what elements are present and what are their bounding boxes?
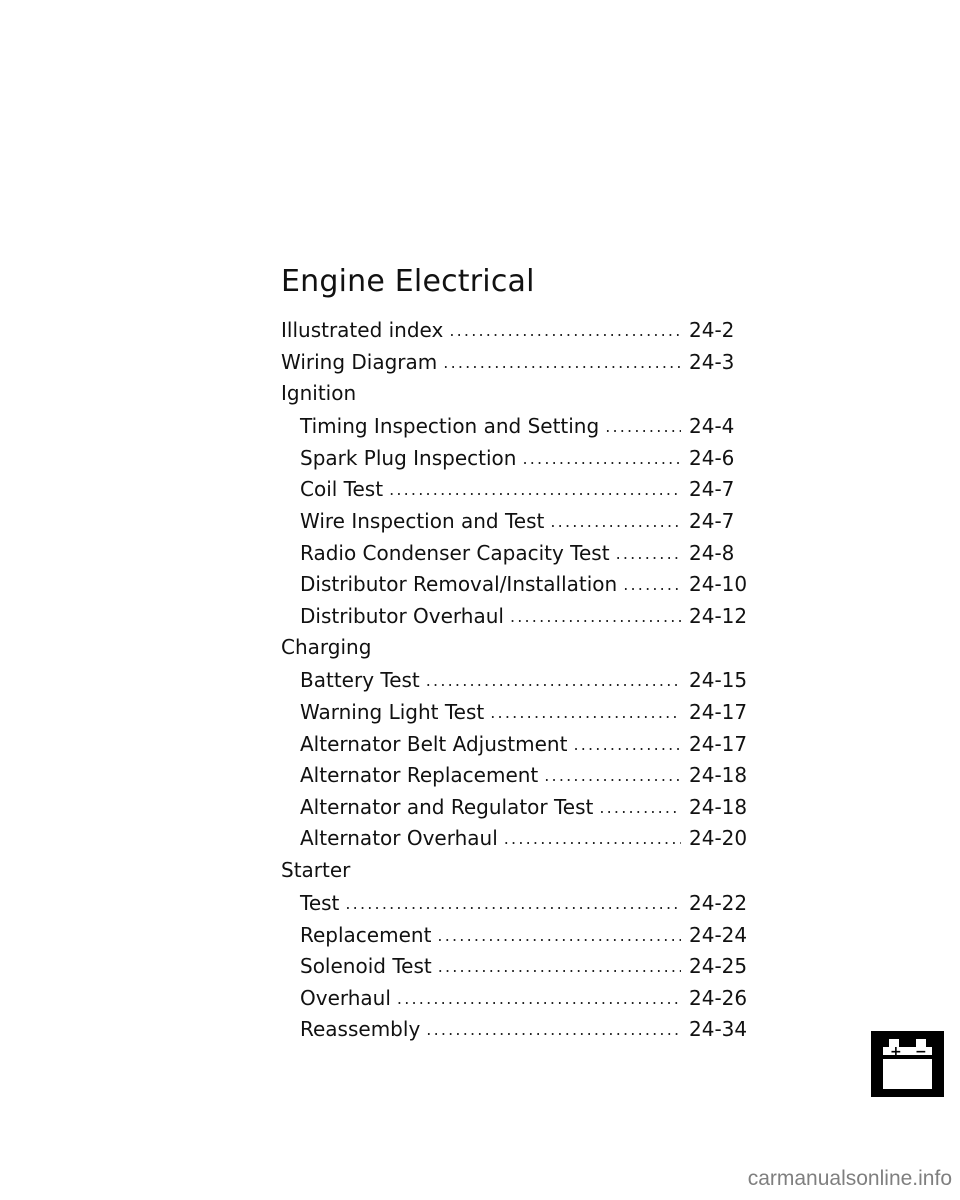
toc-entry-page: 24-17 — [689, 699, 748, 724]
toc-entry-page: 24-25 — [689, 954, 748, 979]
dot-leader — [443, 353, 681, 375]
toc-entry-page: 24-4 — [689, 414, 735, 439]
toc-entry-label: Test — [300, 890, 340, 915]
table-of-contents — [281, 318, 751, 1049]
toc-entry-page: 24-18 — [689, 794, 748, 819]
dot-leader — [438, 957, 681, 979]
toc-entry-page: 24-12 — [689, 603, 748, 628]
plus-symbol: + — [890, 1044, 902, 1060]
dot-leader — [550, 512, 681, 534]
toc-entry-label: Alternator Overhaul — [300, 826, 498, 851]
toc-entry[interactable] — [281, 414, 751, 446]
section-heading-charging: Charging — [281, 635, 372, 660]
watermark-footer: carmanualsonline.info — [747, 1167, 952, 1190]
dot-leader — [389, 480, 681, 502]
toc-entry-page: 24-34 — [689, 1017, 748, 1042]
toc-entry-label: Spark Plug Inspection — [300, 445, 517, 470]
dot-leader — [437, 926, 681, 948]
toc-entry-label: Alternator Replacement — [300, 763, 539, 788]
toc-entry[interactable] — [281, 572, 751, 604]
toc-entry-page: 24-7 — [689, 477, 735, 502]
toc-entry-page: 24-26 — [689, 985, 748, 1010]
toc-entry-label: Distributor Removal/Installation — [300, 572, 618, 597]
toc-entry-page: 24-2 — [689, 318, 735, 342]
toc-entry-page: 24-6 — [689, 445, 735, 470]
toc-entry-label: Alternator and Regulator Test — [300, 794, 594, 819]
toc-entry[interactable] — [281, 986, 751, 1018]
toc-entry[interactable] — [281, 350, 751, 382]
toc-entry-label: Radio Condenser Capacity Test — [300, 540, 610, 565]
toc-entry[interactable] — [281, 891, 751, 923]
toc-entry-label: Wiring Diagram — [281, 349, 438, 374]
toc-entry-label: Reassembly — [300, 1017, 421, 1042]
toc-entry-page: 24-24 — [689, 922, 748, 947]
toc-entry[interactable] — [281, 763, 751, 795]
dot-leader — [544, 766, 681, 788]
dot-leader — [623, 575, 681, 597]
toc-entry-label: Overhaul — [300, 985, 391, 1010]
toc-entry[interactable] — [281, 477, 751, 509]
dot-leader — [426, 1020, 681, 1042]
dot-leader — [426, 671, 681, 693]
dot-leader — [449, 321, 681, 343]
toc-entry-label: Solenoid Test — [300, 954, 432, 979]
dot-leader — [510, 607, 681, 629]
toc-entry-label: Wire Inspection and Test — [300, 508, 545, 533]
section-heading-starter: Starter — [281, 857, 351, 882]
toc-entry[interactable] — [281, 923, 751, 955]
dot-leader — [616, 544, 681, 566]
toc-entry-label: Illustrated index — [281, 318, 444, 342]
toc-entry-label: Timing Inspection and Setting — [300, 414, 600, 439]
toc-entry-label: Warning Light Test — [300, 699, 485, 724]
dot-leader — [397, 989, 681, 1011]
toc-entry-page: 24-22 — [689, 890, 748, 915]
toc-entry[interactable] — [281, 446, 751, 478]
minus-symbol: − — [915, 1044, 927, 1060]
toc-entry[interactable] — [281, 1017, 751, 1049]
toc-entry[interactable] — [281, 604, 751, 636]
toc-entry[interactable] — [281, 700, 751, 732]
dot-leader — [573, 735, 681, 757]
toc-entry-label: Battery Test — [300, 668, 420, 693]
battery-icon-graphic — [871, 1031, 944, 1097]
page-title: Engine Electrical — [281, 264, 535, 299]
toc-entry-label: Distributor Overhaul — [300, 603, 504, 628]
toc-entry[interactable] — [281, 509, 751, 541]
toc-entry-page: 24-7 — [689, 508, 735, 533]
toc-entry-page: 24-20 — [689, 826, 748, 851]
toc-entry-page: 24-15 — [689, 668, 748, 693]
toc-entry[interactable] — [281, 826, 751, 858]
toc-entry[interactable] — [281, 668, 751, 700]
dot-leader — [345, 894, 681, 916]
dot-leader — [504, 829, 681, 851]
toc-entry-page: 24-3 — [689, 349, 735, 374]
toc-entry-page: 24-18 — [689, 763, 748, 788]
toc-entry-page: 24-8 — [689, 540, 735, 565]
battery-icon — [871, 1031, 944, 1097]
dot-leader — [599, 798, 681, 820]
dot-leader — [522, 449, 681, 471]
toc-entry-label: Alternator Belt Adjustment — [300, 731, 568, 756]
toc-entry-label: Replacement — [300, 922, 432, 947]
toc-entry[interactable] — [281, 795, 751, 827]
toc-entry-page: 24-17 — [689, 731, 748, 756]
toc-entry[interactable] — [281, 318, 751, 350]
toc-entry-page: 24-10 — [689, 572, 748, 597]
toc-entry[interactable] — [281, 954, 751, 986]
toc-entry[interactable] — [281, 732, 751, 764]
section-heading-ignition: Ignition — [281, 381, 357, 406]
dot-leader — [605, 417, 681, 439]
dot-leader — [490, 703, 681, 725]
toc-entry[interactable] — [281, 541, 751, 573]
toc-entry-label: Coil Test — [300, 477, 384, 502]
